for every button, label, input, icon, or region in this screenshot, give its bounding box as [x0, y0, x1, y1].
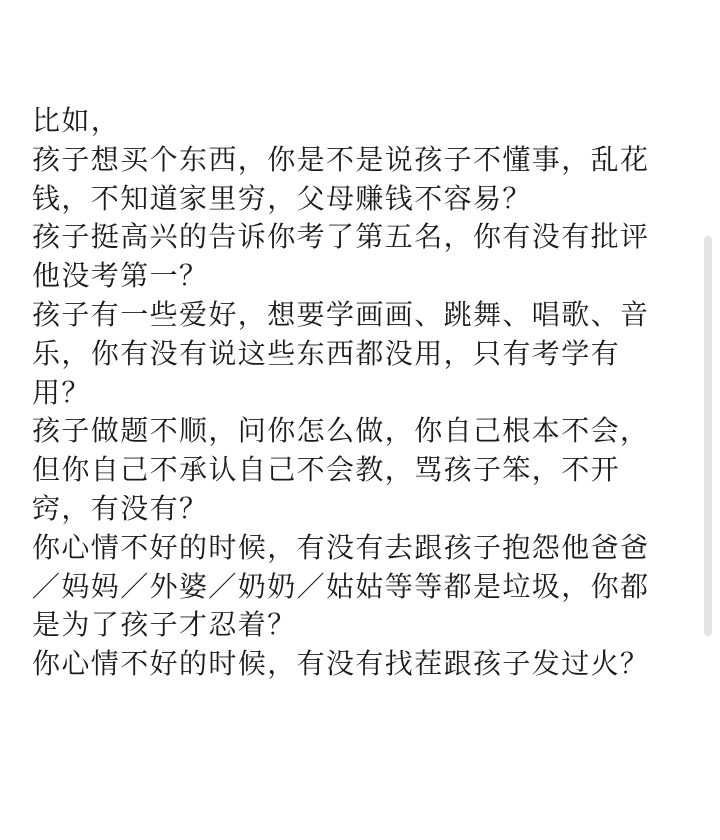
text-line: ／妈妈／外婆／奶奶／姑姑等等都是垃圾，你都 [32, 569, 650, 603]
scrollbar-thumb[interactable] [704, 236, 712, 636]
text-line: 你心情不好的时候，有没有找茬跟孩子发过火？ [32, 647, 650, 681]
text-line: 乐，你有没有说这些东西都没用，只有考学有 [32, 336, 621, 370]
text-line: 孩子做题不顺，问你怎么做，你自己根本不会， [32, 414, 650, 448]
text-line: 是为了孩子才忍着？ [32, 608, 297, 642]
text-line: 但你自己不承认自己不会教，骂孩子笨，不开 [32, 453, 621, 487]
text-line: 窍，有没有？ [32, 491, 209, 525]
text-line: 孩子想买个东西，你是不是说孩子不懂事，乱花 [32, 142, 650, 176]
text-line: 他没考第一？ [32, 259, 209, 293]
vertical-scrollbar[interactable] [704, 236, 712, 636]
text-line: 比如， [32, 104, 121, 137]
text-line: 钱，不知道家里穷，父母赚钱不容易？ [32, 181, 532, 215]
text-line: 用？ [32, 375, 91, 409]
article-text [32, 102, 672, 684]
text-line: 你心情不好的时候，有没有去跟孩子抱怨他爸爸 [32, 530, 650, 564]
text-line: 孩子有一些爱好，想要学画画、跳舞、唱歌、音 [32, 297, 650, 331]
text-line: 孩子挺高兴的告诉你考了第五名，你有没有批评 [32, 220, 650, 254]
